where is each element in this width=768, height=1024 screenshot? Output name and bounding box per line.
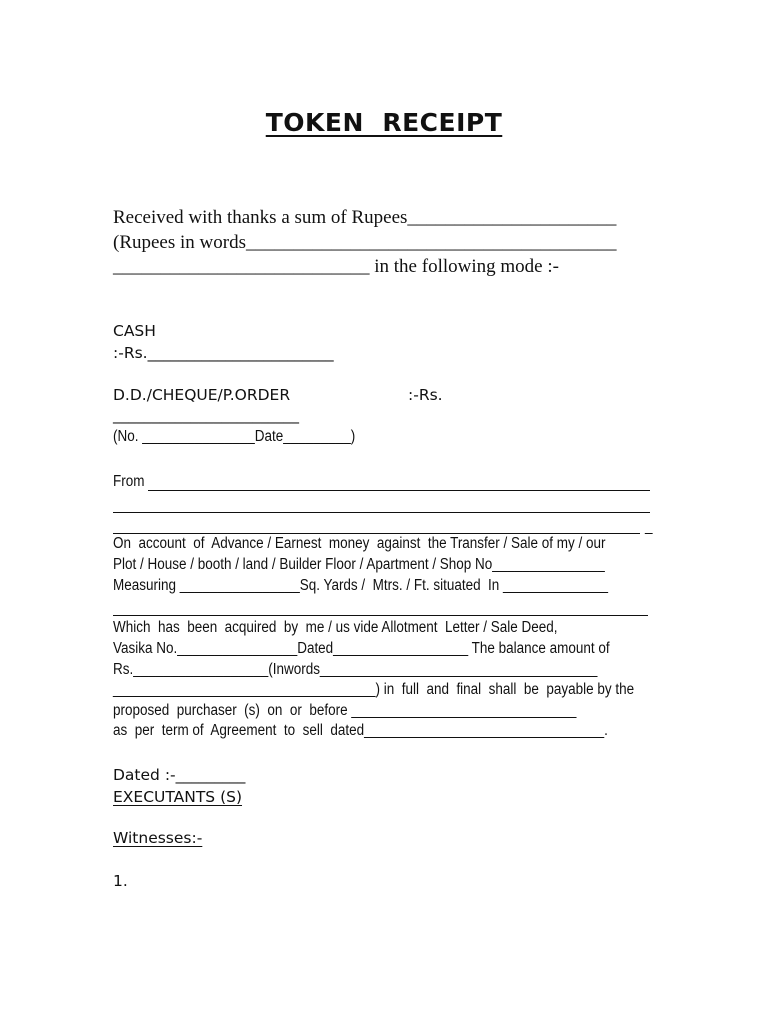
executants-heading: EXECUTANTS (S) bbox=[113, 788, 243, 806]
cash-label: CASH bbox=[113, 322, 156, 340]
intro-line-1: Received with thanks a sum of Rupees______________________ bbox=[113, 207, 617, 228]
witnesses-heading: Witnesses:- bbox=[113, 829, 203, 847]
body-line-10: as per term of Agreement to sell dated________________________________. bbox=[113, 722, 608, 739]
body-line-8: ___________________________________) in full and final shall be payable by the bbox=[113, 681, 635, 698]
from-line-3 bbox=[113, 533, 640, 534]
body-line-7: Rs.__________________(Inwords_____________________________________ bbox=[113, 661, 598, 678]
dd-number-date: (No. _______________Date_________) bbox=[113, 428, 356, 445]
document-title: TOKEN RECEIPT bbox=[265, 108, 503, 137]
from-line-2 bbox=[113, 512, 650, 513]
intro-line-2: (Rupees in words_______________________________________ bbox=[113, 232, 617, 253]
from-label: From bbox=[113, 473, 145, 490]
dd-rs-label: :-Rs. bbox=[408, 386, 443, 404]
cash-amount-field: :-Rs.________________________ bbox=[113, 344, 334, 362]
dd-cheque-label: D.D./CHEQUE/P.ORDER bbox=[113, 386, 291, 404]
from-line-3-end: _ bbox=[645, 518, 653, 535]
body-line-1: On account of Advance / Earnest money against the Transfer / Sale of my / our bbox=[113, 535, 606, 552]
intro-line-3: ___________________________ in the following mode :- bbox=[113, 256, 559, 277]
body-line-6: Vasika No.________________Dated__________________ The balance amount of bbox=[113, 640, 610, 657]
from-line-1 bbox=[148, 490, 650, 491]
dated-field: Dated :-_________ bbox=[113, 766, 246, 784]
body-line-3: Measuring ________________Sq. Yards / Mtrs. / Ft. situated In ______________ bbox=[113, 577, 609, 594]
witness-number-1: 1. bbox=[113, 872, 128, 890]
body-blank-line bbox=[113, 615, 648, 616]
dd-amount-field: ________________________ bbox=[113, 406, 299, 424]
body-line-5: Which has been acquired by me / us vide Allotment Letter / Sale Deed, bbox=[113, 619, 558, 636]
body-line-2: Plot / House / booth / land / Builder Floor / Apartment / Shop No_______________ bbox=[113, 556, 605, 573]
body-line-9: proposed purchaser (s) on or before ______________________________ bbox=[113, 702, 577, 719]
